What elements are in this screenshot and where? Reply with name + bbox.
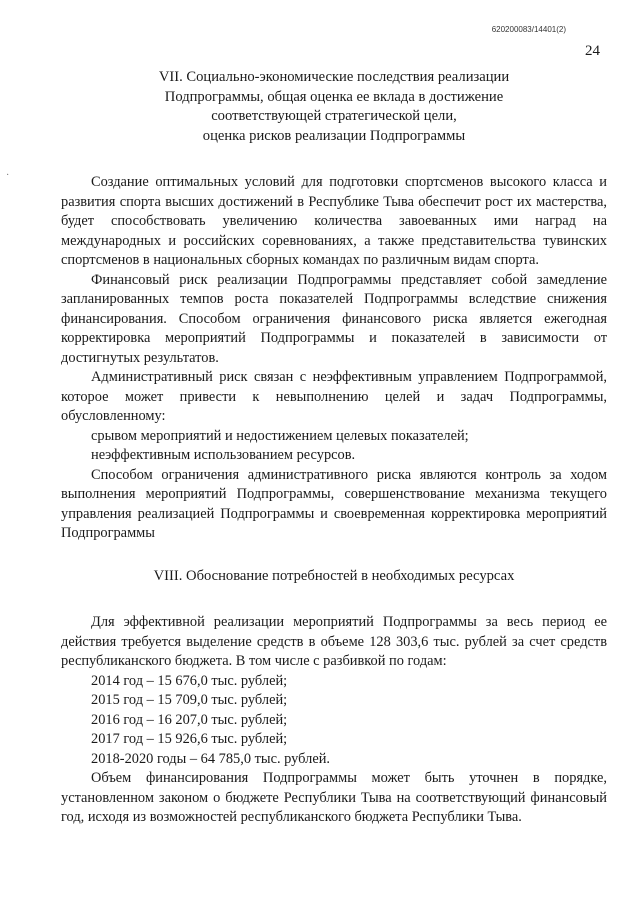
section-7-heading-line: оценка рисков реализации Подпрограммы [202,127,466,144]
funding-year-item: 2018-2020 годы – 64 785,0 тыс. рублей. [91,750,331,767]
list-item: неэффективным использованием ресурсов. [91,447,356,463]
page-number: 24 [585,43,600,59]
section-7-heading [61,68,607,146]
spacer [61,146,607,173]
paragraph-risk-mitigation: Способом ограничения административного риска являются контроль за ходом выполнения мероприятий Подпрограммы, совершенствование механизма текущего управления реализацией Подпрограммы и своевременная корректировка мероприятий Подпрограммы [61,466,607,541]
funding-year-item: 2015 год – 15 709,0 тыс. рублей; [91,692,288,708]
funding-year-item: 2017 год – 15 926,6 тыс. рублей; [91,731,288,747]
paragraph-financial-risk: Финансовый риск реализации Подпрограммы представляет собой замедление запланированных темпов роста показателей Подпрограммы вследствие снижения финансирования. Способом ограничения финансового риска является ежегодная корректировка мероприятий Подпрограммы и показателей в зависимости от достигнутых результатов. [61,271,607,366]
funding-year-item: 2014 год – 15 676,0 тыс. рублей; [91,672,288,689]
document-code: 620200083/14401(2) [491,25,566,34]
margin-mark: · [6,170,10,181]
section-8-heading: VIII. Обоснование потребностей в необходимых ресурсах [153,567,515,584]
funding-year-item: 2016 год – 16 207,0 тыс. рублей; [91,711,288,728]
paragraph-sport-development: Создание оптимальных условий для подготовки спортсменов высокого класса и развития спорта высших достижений в Республике Тыва обеспечит рост их мастерства, будет способствовать увеличению количества завоеванных ими наград на международных и российских соревнованиях, а также представительства тувинских спортсменов в национальных сборных командах по различным видам спорта. [61,174,607,268]
section-7-heading-line: Подпрограммы, общая оценка ее вклада в достижение [164,88,504,105]
paragraph-funding-adjustment: Объем финансирования Подпрограммы может быть уточнен в порядке, установленном законом о бюджете Республики Тыва на соответствующий финансовый год, исходя из возможностей республиканского бюджета Республики Тыва. [61,770,607,825]
spacer [61,544,607,567]
document-body [61,68,607,828]
spacer [61,586,607,613]
section-7-heading-line: VII. Социально-экономические последствия реализации [158,69,510,85]
paragraph-administrative-risk: Административный риск связан с неэффективным управлением Подпрограммой, которое может привести к невыполнению целей и задач Подпрограммы, обусловленному: [61,369,607,424]
section-7-heading-line: соответствующей стратегической цели, [211,108,457,124]
list-item: срывом мероприятий и недостижением целевых показателей; [91,427,469,444]
paragraph-funding-intro: Для эффективной реализации мероприятий Подпрограммы за весь период ее действия требуется выделение средств в объеме 128 303,6 тыс. рублей за счет средств республиканского бюджета. В том числе с разбивкой по годам: [61,614,607,669]
